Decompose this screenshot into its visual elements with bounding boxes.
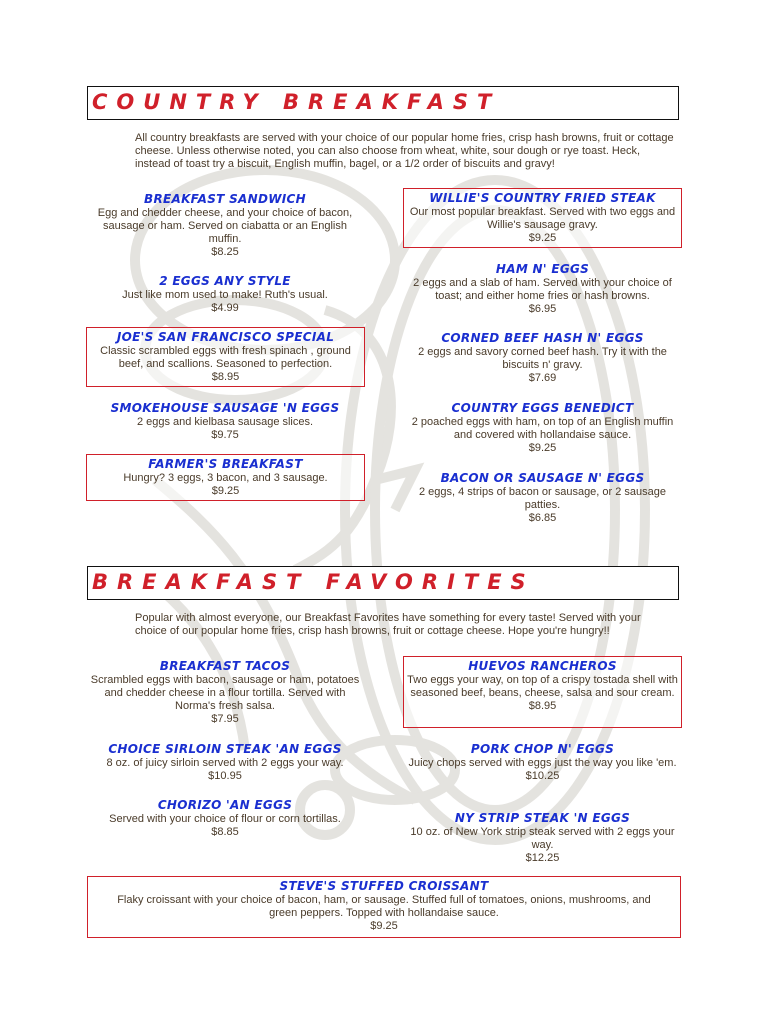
item-title: BREAKFAST SANDWICH: [144, 192, 306, 206]
menu-item-ny-strip-steak: [403, 811, 682, 865]
item-title: HAM N' EGGS: [495, 262, 590, 276]
item-desc: Just like mom used to make! Ruth's usual.: [122, 289, 328, 301]
item-price: $8.85: [211, 826, 239, 838]
item-desc: 2 eggs and a slab of ham. Served with your choice of toast; and either home fries or hash browns.: [413, 277, 672, 302]
item-desc: 8 oz. of juicy sirloin served with 2 eggs your way.: [106, 757, 344, 769]
item-desc: 2 eggs, 4 strips of bacon or sausage, or 2 sausage patties.: [418, 486, 667, 511]
item-price: $6.85: [528, 512, 557, 524]
item-title: CHOICE SIRLOIN STEAK 'AN EGGS: [108, 742, 342, 756]
item-title: HUEVOS RANCHEROS: [468, 659, 617, 673]
menu-item-country-eggs-benedict: [403, 401, 682, 455]
item-desc: Hungry? 3 eggs, 3 bacon, and 3 sausage.: [123, 472, 328, 484]
country-breakfast-header: [87, 86, 679, 120]
item-desc: 10 oz. of New York strip steak served with 2 eggs your way.: [410, 826, 675, 851]
menu-item-corned-beef-hash: [403, 331, 682, 385]
item-price: $7.95: [211, 713, 239, 725]
item-title: STEVE'S STUFFED CROISSANT: [279, 879, 489, 893]
item-price: $9.25: [211, 485, 240, 497]
menu-item-huevos-rancheros: [403, 656, 682, 728]
menu-item-farmers-breakfast: [86, 454, 365, 501]
menu-item-ham-n-eggs: [403, 262, 682, 316]
country-intro: All country breakfasts are served with your choice of our popular home fries, crisp hash browns, fruit or cottage cheese. Unless otherwise noted, you can also choose from wheat, white, sour dough or rye toast. Heck, instead of toast try a biscuit, English muffin, bagel, or a 1/2 order of biscuits and gravy!: [135, 132, 674, 170]
item-desc: Served with your choice of flour or corn tortillas.: [109, 813, 341, 825]
item-price: $8.25: [211, 246, 239, 258]
item-title: COUNTRY EGGS BENEDICT: [451, 401, 634, 415]
item-price: $9.25: [528, 442, 557, 454]
item-desc: Flaky croissant with your choice of bacon, ham, or sausage. Stuffed full of tomatoes, onions, mushrooms, and green peppers. Topped with hollandaise sauce.: [117, 894, 651, 919]
item-desc: Juicy chops served with eggs just the way you like 'em.: [408, 757, 677, 769]
item-price: $4.99: [211, 302, 239, 314]
menu-item-willies-country-fried-steak: [403, 188, 682, 248]
item-title: FARMER'S BREAKFAST: [148, 457, 303, 471]
item-price: $10.95: [208, 770, 242, 782]
item-title: JOE'S SAN FRANCISCO SPECIAL: [116, 330, 335, 344]
menu-item-pork-chop-n-eggs: [403, 742, 682, 783]
menu-item-bacon-or-sausage: [403, 471, 682, 525]
section-title: BREAKFAST FAVORITES: [92, 570, 535, 594]
breakfast-favorites-header: [87, 566, 679, 600]
item-title: SMOKEHOUSE SAUSAGE 'N EGGS: [110, 401, 340, 415]
section-title: COUNTRY BREAKFAST: [92, 90, 501, 114]
menu-item-choice-sirloin-steak: [90, 742, 360, 783]
item-price: $8.95: [528, 700, 557, 712]
menu-item-chorizo-an-eggs: [90, 798, 360, 839]
item-desc: 2 eggs and savory corned beef hash. Try it with the biscuits n' gravy.: [418, 346, 667, 371]
item-price: $6.95: [528, 303, 557, 315]
item-title: NY STRIP STEAK 'N EGGS: [454, 811, 631, 825]
favorites-intro: Popular with almost everyone, our Breakfast Favorites have something for every taste! Served with your choice of our popular home fries, crisp hash browns, fruit or cottage cheese. Hope you're hungry!!: [135, 612, 641, 637]
item-price: $12.25: [525, 852, 560, 864]
menu-item-2-eggs-any-style: [90, 274, 360, 315]
item-price: $9.25: [370, 920, 398, 932]
item-title: WILLIE'S COUNTRY FRIED STEAK: [429, 191, 656, 205]
item-title: BREAKFAST TACOS: [159, 659, 291, 673]
item-price: $10.25: [525, 770, 560, 782]
item-desc: Egg and chedder cheese, and your choice of bacon, sausage or ham. Served on ciabatta or an English muffin.: [97, 207, 353, 245]
item-title: 2 EGGS ANY STYLE: [159, 274, 291, 288]
menu-item-breakfast-sandwich: [90, 192, 360, 259]
item-title: CORNED BEEF HASH N' EGGS: [441, 331, 644, 345]
item-desc: Classic scrambled eggs with fresh spinach , ground beef, and scallions. Seasoned to perfection.: [100, 345, 351, 370]
item-desc: 2 eggs and kielbasa sausage slices.: [136, 416, 314, 428]
menu-item-joes-san-francisco-special: [86, 327, 365, 387]
menu-item-steves-stuffed-croissant: [87, 876, 681, 938]
item-title: PORK CHOP N' EGGS: [470, 742, 615, 756]
item-desc: 2 poached eggs with ham, on top of an English muffin and covered with hollandaise sauce.: [411, 416, 674, 441]
item-price: $7.69: [528, 372, 557, 384]
item-title: BACON OR SAUSAGE N' EGGS: [440, 471, 645, 485]
item-desc: Scrambled eggs with bacon, sausage or ham, potatoes and chedder cheese in a flour tortilla. Served with Norma's fresh salsa.: [90, 674, 360, 712]
item-price: $9.25: [528, 232, 557, 244]
menu-item-breakfast-tacos: [90, 659, 360, 726]
menu-item-smokehouse-sausage: [90, 401, 360, 442]
item-title: CHORIZO 'AN EGGS: [157, 798, 293, 812]
item-price: $9.75: [211, 429, 239, 441]
item-desc: Our most popular breakfast. Served with two eggs and Willie's sausage gravy.: [409, 206, 676, 231]
item-price: $8.95: [211, 371, 240, 383]
item-desc: Two eggs your way, on top of a crispy tostada shell with seasoned beef, beans, cheese, salsa and sour cream.: [407, 674, 678, 699]
